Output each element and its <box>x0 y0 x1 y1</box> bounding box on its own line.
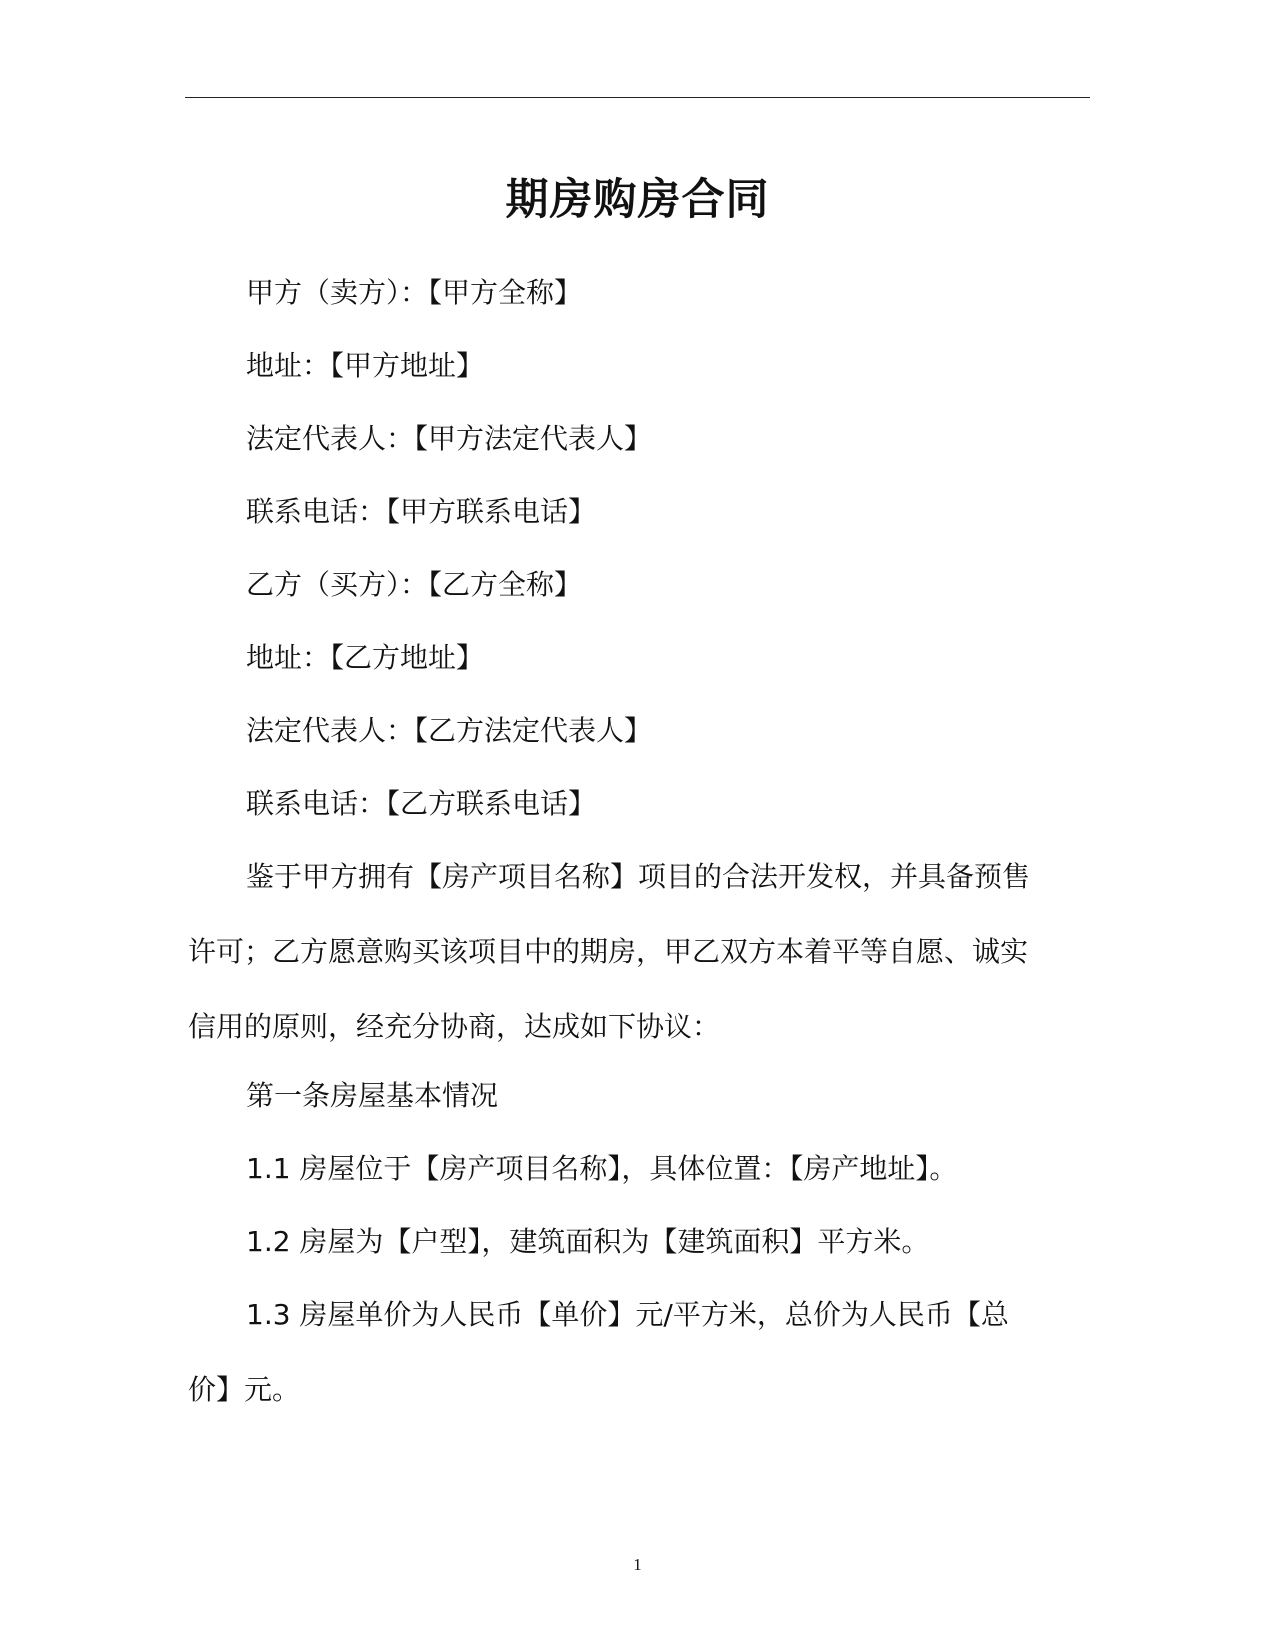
article-1-heading: 第一条房屋基本情况 <box>246 1079 499 1112</box>
party-b-address: 地址：【乙方地址】 <box>246 641 485 674</box>
header-rule <box>185 97 1090 98</box>
page-number: 1 <box>633 1555 642 1574</box>
clause-1-3 <box>188 1277 1068 1427</box>
document-title: 期房购房合同 <box>505 175 770 225</box>
party-a-address: 地址：【甲方地址】 <box>246 349 485 382</box>
party-a-name: 甲方（卖方）：【甲方全称】 <box>246 276 583 309</box>
party-a-phone: 联系电话：【甲方联系电话】 <box>246 495 597 528</box>
party-a-representative: 法定代表人：【甲方法定代表人】 <box>246 422 653 455</box>
clause-1-2: 1.2 房屋为【户型】，建筑面积为【建筑面积】平方米。 <box>246 1225 930 1258</box>
preamble-paragraph <box>188 839 1068 1064</box>
preamble-line: 许可；乙方愿意购买该项目中的期房，甲乙双方本着平等自愿、诚实 <box>188 935 1029 968</box>
party-b-representative: 法定代表人：【乙方法定代表人】 <box>246 714 653 747</box>
preamble-line: 鉴于甲方拥有【房产项目名称】项目的合法开发权，并具备预售 <box>246 860 1031 893</box>
clause-1-1: 1.1 房屋位于【房产项目名称】，具体位置：【房产地址】。 <box>246 1152 958 1185</box>
clause-1-3-line: 1.3 房屋单价为人民币【单价】元/平方米，总价为人民币【总 <box>246 1298 1009 1331</box>
clause-1-3-line: 价】元。 <box>188 1373 301 1406</box>
preamble-line: 信用的原则，经充分协商，达成如下协议： <box>188 1010 721 1043</box>
party-b-name: 乙方（买方）：【乙方全称】 <box>246 568 583 601</box>
party-b-phone: 联系电话：【乙方联系电话】 <box>246 787 597 820</box>
